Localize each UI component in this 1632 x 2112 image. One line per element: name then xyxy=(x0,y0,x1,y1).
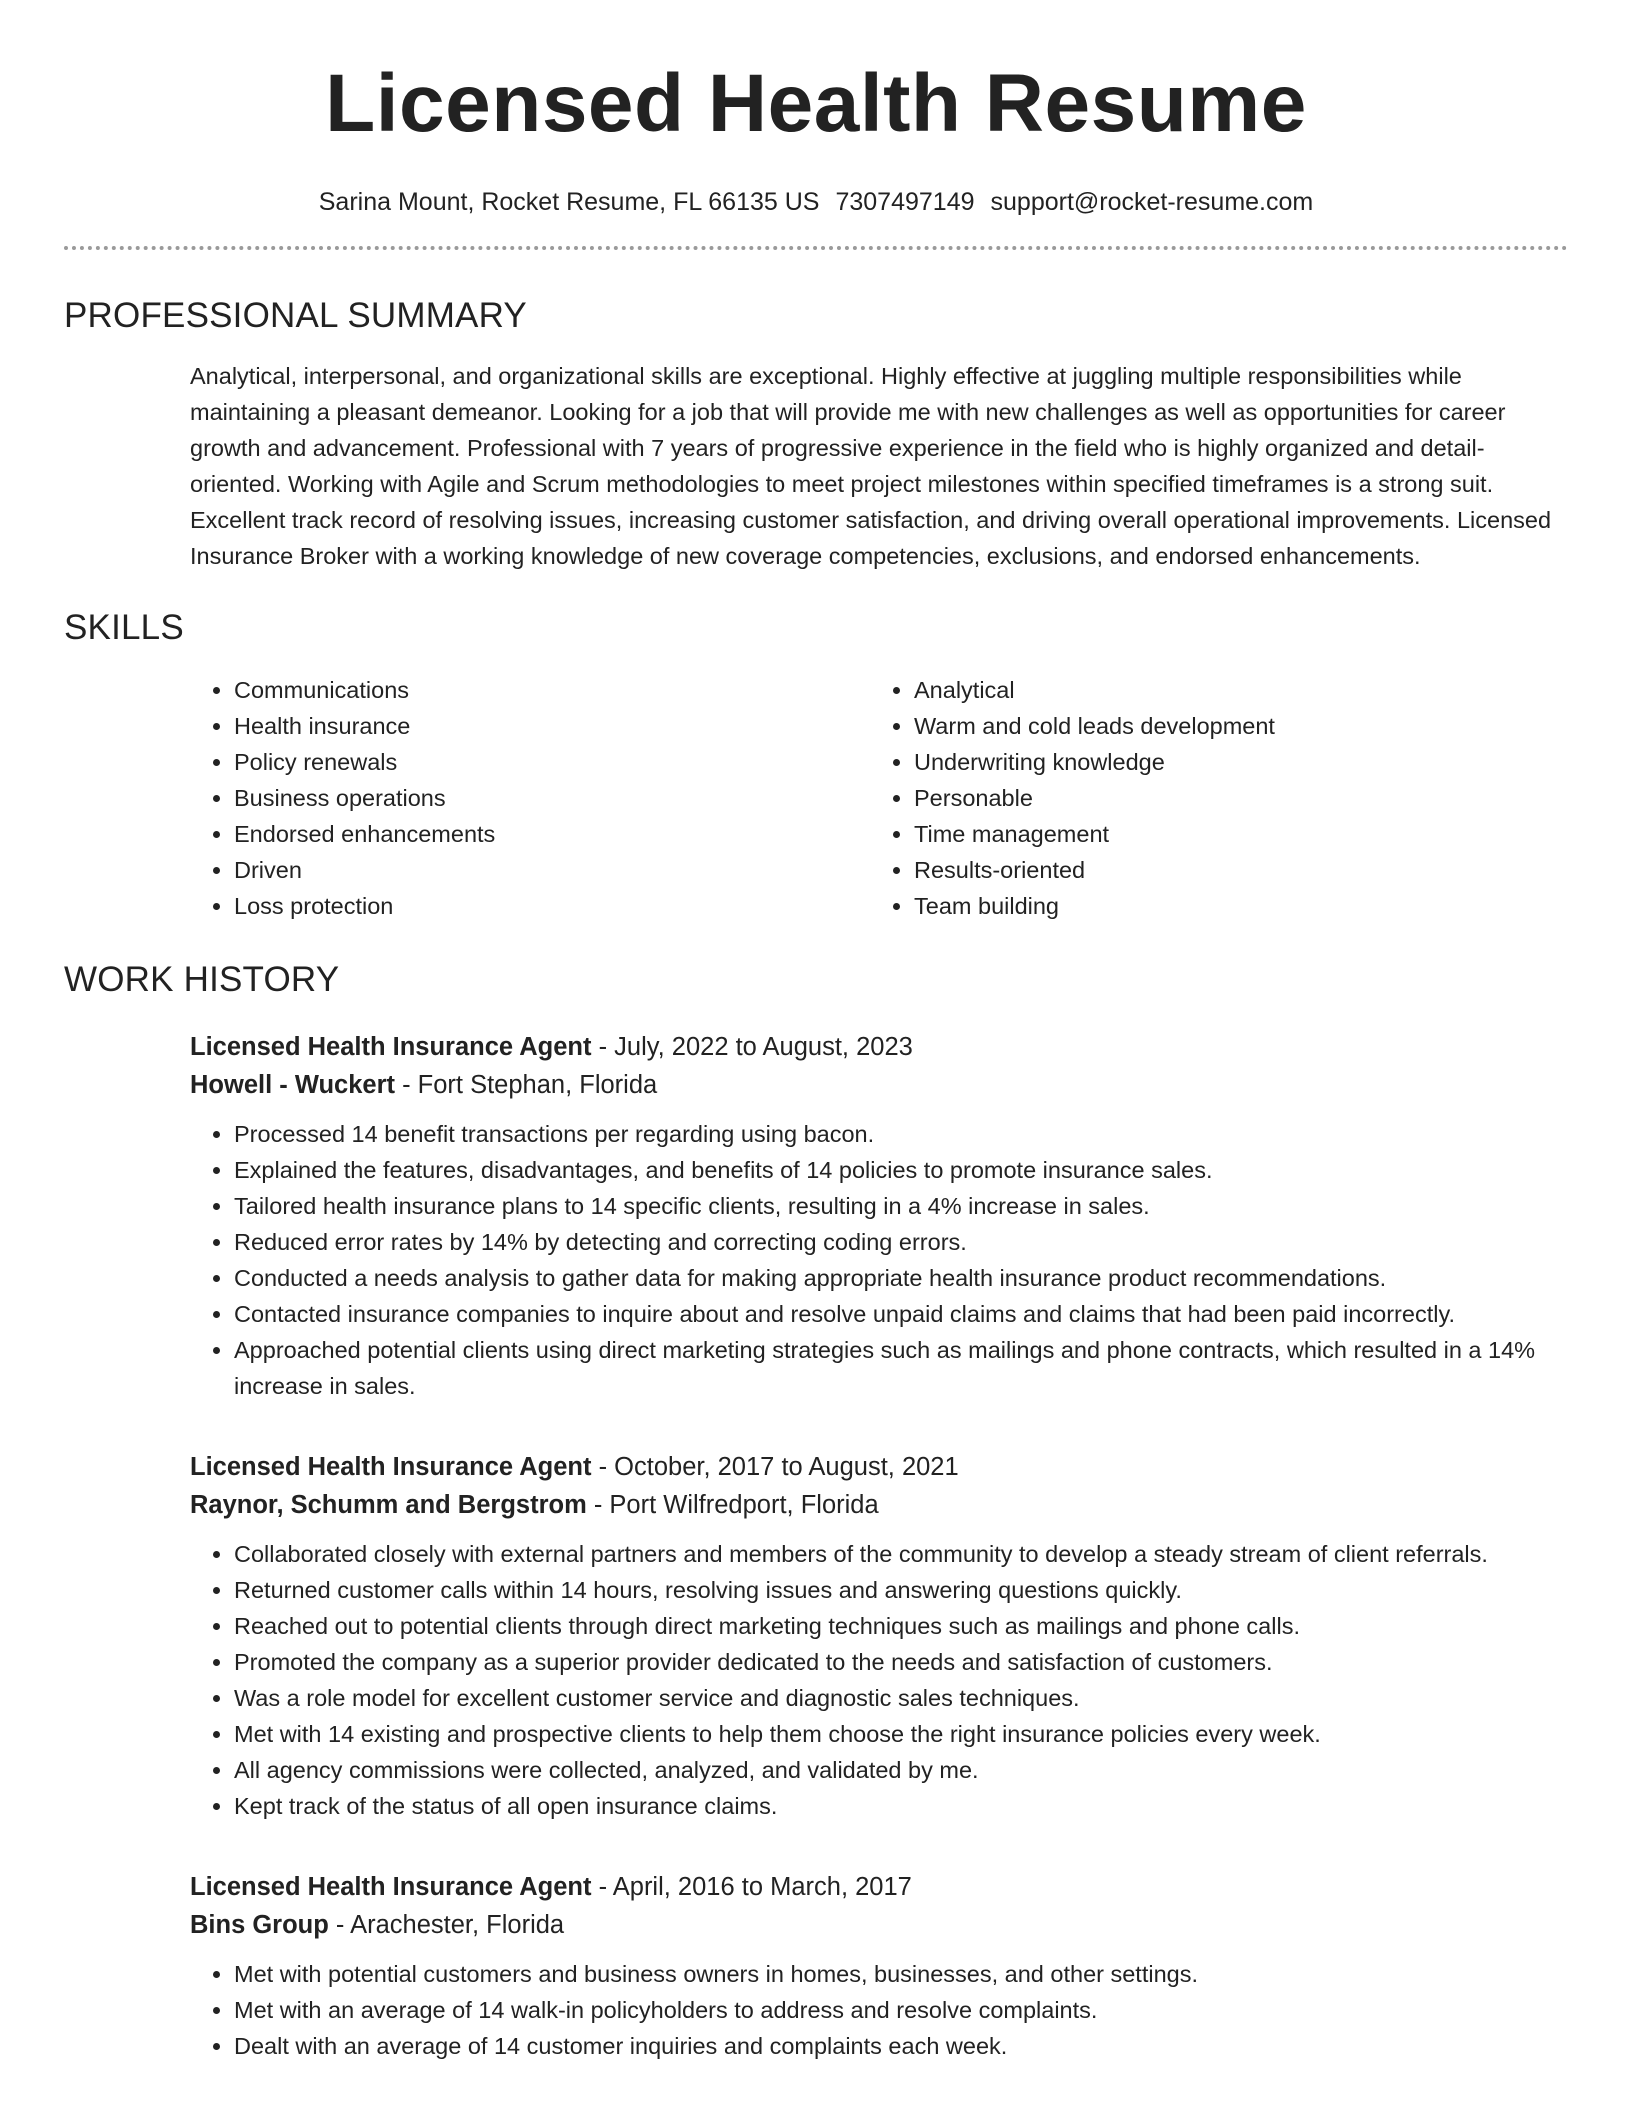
job-bullet: • Returned customer calls within 14 hours, resolving issues and answering questions quickly. xyxy=(234,1572,1568,1608)
job-bullet: • Met with an average of 14 walk-in policyholders to address and resolve complaints. xyxy=(234,1992,1568,2028)
job-bullet: • Reached out to potential clients through direct marketing techniques such as mailings and phone calls. xyxy=(234,1608,1568,1644)
skill-item: • Driven xyxy=(234,852,870,888)
job-dates: - April, 2016 to March, 2017 xyxy=(591,1873,912,1901)
skill-item: • Personable xyxy=(914,780,1514,816)
skill-item: • Time management xyxy=(914,816,1514,852)
job-bullet: • Explained the features, disadvantages, and benefits of 14 policies to promote insurance sales. xyxy=(234,1152,1568,1188)
job-entry xyxy=(190,1868,1568,2064)
job-bullets xyxy=(190,1536,1568,1824)
section-title-summary: PROFESSIONAL SUMMARY xyxy=(64,296,527,335)
job-location: - Arachester, Florida xyxy=(328,1911,565,1939)
skill-item: • Loss protection xyxy=(234,888,870,924)
job-bullet: • Dealt with an average of 14 customer inquiries and complaints each week. xyxy=(234,2028,1568,2064)
skills-column-left xyxy=(190,672,870,924)
skill-item: • Underwriting knowledge xyxy=(914,744,1514,780)
job-company: Howell - Wuckert xyxy=(190,1071,395,1099)
resume-title: Licensed Health Resume xyxy=(325,58,1307,149)
job-bullet: • Tailored health insurance plans to 14 specific clients, resulting in a 4% increase in sales. xyxy=(234,1188,1568,1224)
job-bullet: • Approached potential clients using direct marketing strategies such as mailings and phone contracts, which resulted in a 14% increase in sales. xyxy=(234,1332,1568,1404)
job-company: Bins Group xyxy=(190,1911,329,1939)
job-entry xyxy=(190,1448,1568,1824)
header-divider xyxy=(64,246,1568,250)
job-entry xyxy=(190,1028,1568,1404)
job-bullet: • Met with potential customers and business owners in homes, businesses, and other settings. xyxy=(234,1956,1568,1992)
skill-item: • Policy renewals xyxy=(234,744,870,780)
job-bullets xyxy=(190,1116,1568,1404)
skill-item: • Team building xyxy=(914,888,1514,924)
job-bullet: • Met with 14 existing and prospective clients to help them choose the right insurance policies every week. xyxy=(234,1716,1568,1752)
job-title-line xyxy=(190,1868,1568,1906)
job-bullet: • Contacted insurance companies to inquire about and resolve unpaid claims and claims that had been paid incorrectly. xyxy=(234,1296,1568,1332)
job-role: Licensed Health Insurance Agent xyxy=(190,1453,592,1481)
summary-text: Analytical, interpersonal, and organizational skills are exceptional. Highly effective at juggling multiple responsibilities while maintaining a pleasant demeanor. Looking for a job that will provide me with new challenges as well as opportunities for career growth and advancement. Professional with 7 years of progressive experience in the field who is highly organized and detail-oriented. Working with Agile and Scrum methodologies to meet project milestones within specified timeframes is a strong suit. Excellent track record of resolving issues, increasing customer satisfaction, and driving overall operational improvements. Licensed Insurance Broker with a working knowledge of new coverage competencies, exclusions, and endorsed enhancements. xyxy=(190,363,1552,569)
skill-item: • Health insurance xyxy=(234,708,870,744)
skills-list xyxy=(190,672,1568,924)
contact-phone: 7307497149 xyxy=(835,188,975,216)
section-title-work-history: WORK HISTORY xyxy=(64,960,340,999)
job-bullet: • Promoted the company as a superior provider dedicated to the needs and satisfaction of customers. xyxy=(234,1644,1568,1680)
job-title-line xyxy=(190,1448,1568,1486)
contact-address: Sarina Mount, Rocket Resume, FL 66135 US xyxy=(318,188,820,216)
job-bullet: • Conducted a needs analysis to gather data for making appropriate health insurance product recommendations. xyxy=(234,1260,1568,1296)
job-location: - Port Wilfredport, Florida xyxy=(586,1491,879,1519)
job-dates: - October, 2017 to August, 2021 xyxy=(591,1453,959,1481)
skill-item: • Analytical xyxy=(914,672,1514,708)
job-role: Licensed Health Insurance Agent xyxy=(190,1033,592,1061)
contact-info xyxy=(64,186,1568,218)
job-bullet: • All agency commissions were collected, analyzed, and validated by me. xyxy=(234,1752,1568,1788)
job-location: - Fort Stephan, Florida xyxy=(394,1071,658,1099)
job-bullets xyxy=(190,1956,1568,2064)
resume-page xyxy=(64,0,1568,2064)
job-role: Licensed Health Insurance Agent xyxy=(190,1873,592,1901)
job-dates: - July, 2022 to August, 2023 xyxy=(591,1033,913,1061)
section-title-skills: SKILLS xyxy=(64,608,184,647)
skills-column-right xyxy=(870,672,1514,924)
job-company-line xyxy=(190,1906,1568,1944)
contact-email: support@rocket-resume.com xyxy=(990,188,1314,216)
skill-item: • Business operations xyxy=(234,780,870,816)
job-bullet: • Kept track of the status of all open insurance claims. xyxy=(234,1788,1568,1824)
job-company-line xyxy=(190,1486,1568,1524)
skill-item: • Warm and cold leads development xyxy=(914,708,1514,744)
job-title-line xyxy=(190,1028,1568,1066)
job-bullet: • Was a role model for excellent customer service and diagnostic sales techniques. xyxy=(234,1680,1568,1716)
job-bullet: • Reduced error rates by 14% by detecting and correcting coding errors. xyxy=(234,1224,1568,1260)
skill-item: • Results-oriented xyxy=(914,852,1514,888)
job-company: Raynor, Schumm and Bergstrom xyxy=(190,1491,587,1519)
job-company-line xyxy=(190,1066,1568,1104)
job-bullet: • Collaborated closely with external partners and members of the community to develop a steady stream of client referrals. xyxy=(234,1536,1568,1572)
job-bullet: • Processed 14 benefit transactions per regarding using bacon. xyxy=(234,1116,1568,1152)
skill-item: • Communications xyxy=(234,672,870,708)
skill-item: • Endorsed enhancements xyxy=(234,816,870,852)
